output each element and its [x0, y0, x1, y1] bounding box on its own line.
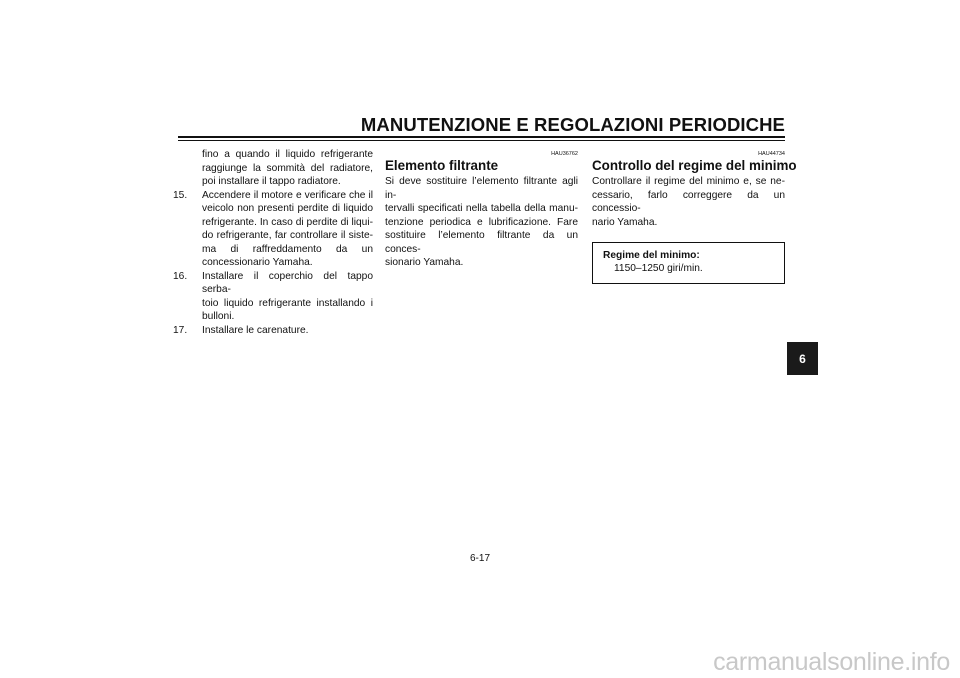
text-line: Si deve sostituire l’elemento filtrante agli in-	[385, 176, 578, 201]
list-item-number: 16.	[173, 270, 188, 282]
text-line: do refrigerante, far controllare il siste-	[202, 230, 373, 241]
section-code: HAU44734	[758, 151, 785, 157]
section-code: HAU36762	[551, 151, 578, 157]
text-line: tervalli specificati nella tabella della manu-	[385, 203, 578, 214]
list-item-15	[173, 189, 373, 270]
text-line: Accendere il motore e verificare che il	[202, 189, 373, 201]
column-2	[385, 148, 578, 270]
section-title-air-filter: Elemento filtrante	[385, 158, 499, 173]
text-line: veicolo non presenti perdite di liquido	[202, 203, 373, 214]
text-line: ma di raffreddamento da un	[202, 243, 373, 255]
text-line: bulloni.	[202, 311, 235, 322]
section-title-idle-speed: Controllo del regime del minimo	[592, 158, 797, 173]
column-3	[592, 148, 797, 284]
text-line: Controllare il regime del minimo e, se ne-	[592, 176, 785, 187]
spec-label: Regime del minimo:	[603, 250, 700, 261]
text-line: sostituire l’elemento filtrante da un conces-	[385, 230, 578, 255]
list-item-17	[173, 324, 373, 338]
text-line: nario Yamaha.	[592, 216, 658, 228]
spec-box	[592, 242, 785, 284]
text-line: toio liquido refrigerante installando i	[202, 297, 373, 309]
text-line: fino a quando il liquido refrigerante	[202, 149, 373, 160]
page-number: 6-17	[469, 553, 490, 564]
column-1	[173, 148, 373, 337]
list-item-number: 15.	[173, 189, 188, 201]
header-rule-thin	[178, 140, 785, 141]
list-item-16	[173, 270, 373, 324]
text-line: concessionario Yamaha.	[202, 257, 313, 268]
list-item-number: 17.	[173, 324, 188, 336]
header-rule-thick	[178, 136, 785, 138]
chapter-tab: 6	[787, 342, 818, 375]
text-line: Installare il coperchio del tappo serba-	[202, 270, 373, 295]
text-line: tenzione periodica e lubrificazione. Fare	[385, 216, 578, 228]
page-header-title: MANUTENZIONE E REGOLAZIONI PERIODICHE	[360, 114, 785, 135]
spec-value: 1150–1250 giri/min.	[614, 263, 703, 274]
text-line: sionario Yamaha.	[385, 257, 464, 268]
text-line: Installare le carenature.	[202, 324, 309, 336]
watermark: carmanualsonline.info	[713, 648, 950, 676]
text-line: raggiunge la sommità del radiatore,	[202, 162, 373, 174]
text-line: cessario, farlo correggere da un concessio-	[592, 189, 785, 214]
text-line: refrigerante. In caso di perdite di liqui-	[202, 216, 373, 228]
text-line: poi installare il tappo radiatore.	[202, 176, 341, 187]
continuation-text	[186, 148, 373, 189]
